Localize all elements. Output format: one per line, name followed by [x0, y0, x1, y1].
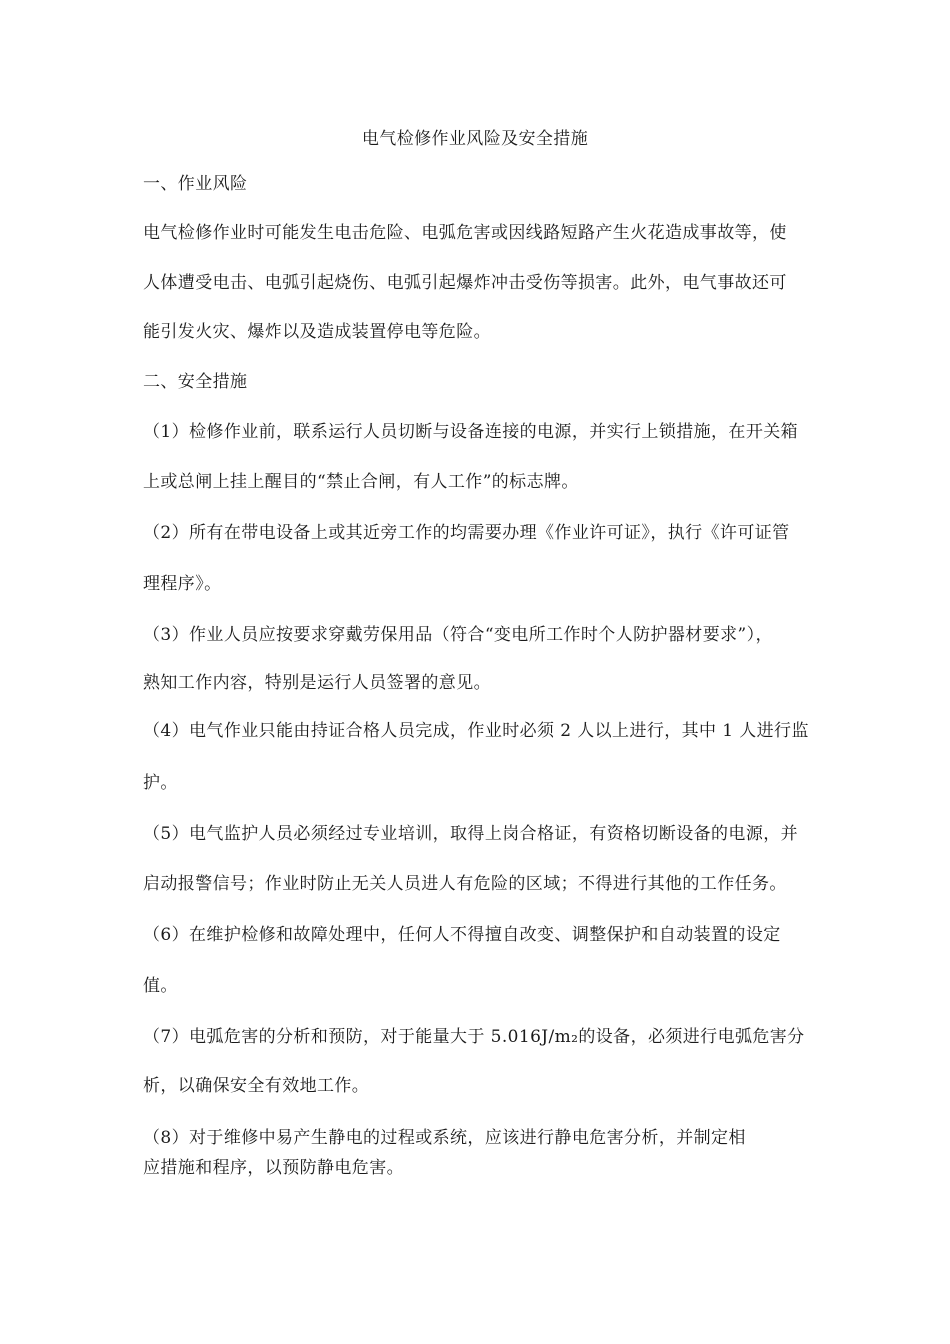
measure-2-line-2: 理程序》。	[143, 574, 222, 594]
measure-1-line-2: 上或总闸上挂上醒目的“禁止合闸，有人工作”的标志牌。	[143, 472, 579, 492]
measure-4-line-2: 护。	[143, 773, 178, 793]
document-title: 电气检修作业风险及安全措施	[361, 129, 589, 149]
paragraph-line: 能引发火灾、爆炸以及造成装置停电等危险。	[143, 322, 491, 342]
measure-6-line-1: （6）在维护检修和故障处理中，任何人不得擅自改变、调整保护和自动装置的设定	[143, 925, 781, 945]
measure-1-line-1: （1）检修作业前，联系运行人员切断与设备连接的电源，并实行上锁措施，在开关箱	[143, 422, 799, 442]
measure-2-line-1: （2）所有在带电设备上或其近旁工作的均需要办理《作业许可证》，执行《许可证管	[143, 523, 790, 543]
measure-5-line-2: 启动报警信号；作业时防止无关人员进人有危险的区域；不得进行其他的工作任务。	[143, 874, 787, 894]
section-heading-risks: 一、作业风险	[143, 174, 248, 194]
measure-7-line-2: 析，以确保安全有效地工作。	[143, 1076, 370, 1096]
measure-8-line-2: 应措施和程序，以预防静电危害。	[143, 1158, 404, 1178]
section-heading-measures: 二、安全措施	[143, 372, 248, 392]
measure-8-line-1: （8）对于维修中易产生静电的过程或系统，应该进行静电危害分析，并制定相	[143, 1128, 746, 1148]
measure-6-line-2: 值。	[143, 976, 178, 996]
paragraph-line: 人体遭受电击、电弧引起烧伤、电弧引起爆炸冲击受伤等损害。此外，电气事故还可	[143, 273, 787, 293]
measure-7-line-1: （7）电弧危害的分析和预防，对于能量大于 5.016J/m₂的设备，必须进行电弧危害分	[143, 1027, 805, 1047]
paragraph-line: 电气检修作业时可能发生电击危险、电弧危害或因线路短路产生火花造成事故等，使	[143, 223, 787, 243]
measure-4-line-1: （4）电气作业只能由持证合格人员完成，作业时必须 2 人以上进行，其中 1 人进行监	[143, 721, 809, 741]
measure-3-line-1: （3）作业人员应按要求穿戴劳保用品（符合“变电所工作时个人防护器材要求”），	[143, 625, 773, 645]
measure-5-line-1: （5）电气监护人员必须经过专业培训，取得上岗合格证，有资格切断设备的电源，并	[143, 824, 799, 844]
measure-3-line-2: 熟知工作内容，特别是运行人员签署的意见。	[143, 673, 491, 693]
